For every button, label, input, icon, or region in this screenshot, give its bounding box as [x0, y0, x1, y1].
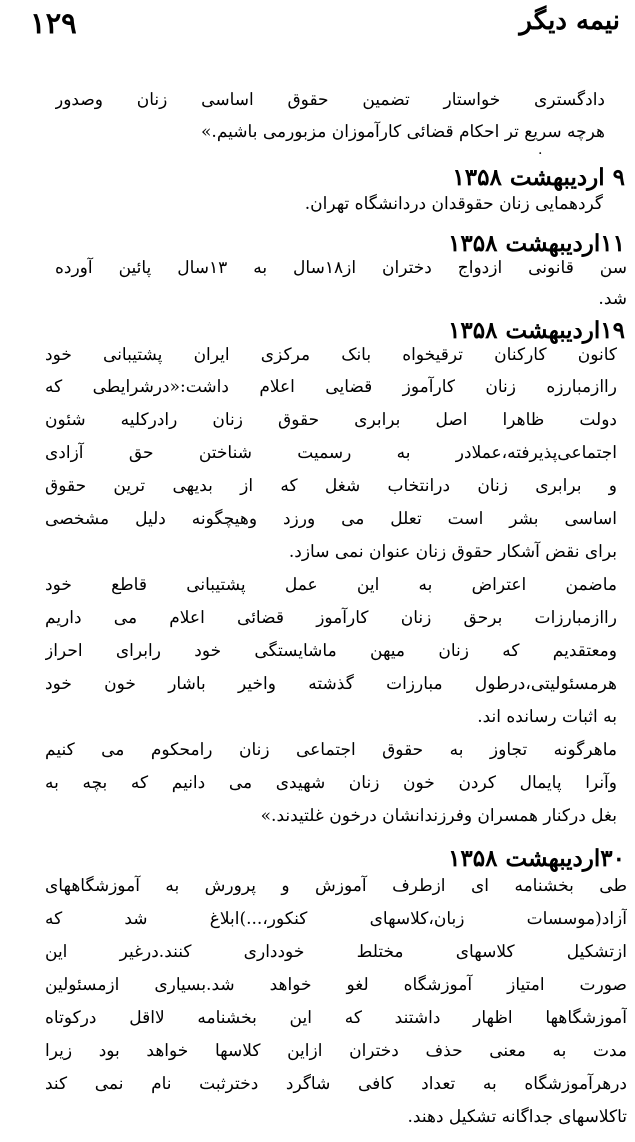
entry-line: و برابری زنان درانتخاب شغل که از بدیهی ترین حقوق [45, 476, 617, 496]
entry-line: شد. [598, 289, 627, 309]
entry-line: سن قانونی ازدواج دختران از۱۸سال به ۱۳سال پائین آورده [55, 258, 627, 278]
entry-line: برای نقض آشکار حقوق زنان عنوان نمی سازد. [288, 542, 617, 562]
entry-line: وآنرا پایمال کردن خون زنان شهیدی می دانیم که بچه به [45, 773, 617, 793]
entry-line: ماهرگونه تجاوز به حقوق اجتماعی زنان رامحکوم می کنیم [45, 740, 617, 760]
stray-mark: . [538, 142, 543, 158]
entry-line: ماضمن اعتراض به این عمل پشتیبانی قاطع خود [45, 575, 617, 595]
entry-line: بغل درکنار همسران وفرزندانشان درخون غلتیدند.» [260, 806, 617, 826]
entry-line: اساسی بشر است تعلل می ورزد وهیچگونه دلیل مشخصی [45, 509, 617, 529]
entry-line: کانون کارکنان ترقیخواه بانک مرکزی ایران پشتیبانی خود [45, 345, 617, 365]
entry-date: ۳۰اردیبهشت ۱۳۵۸ [448, 845, 625, 872]
entry-line: صورت امتیاز آموزشگاه لغو خواهد شد.بسیاری ازمسئولین [45, 975, 627, 995]
entry-line: آزاد(موسسات زبان،کلاسهای کنکور،...)ابلاغ شد که [45, 909, 627, 929]
entry-line: ازتشکیل کلاسهای مختلط خودداری کنند.درغیر این [45, 942, 627, 962]
entry-line: طی بخشنامه ای ازطرف آموزش و پرورش به آموزشگاههای [45, 876, 627, 896]
entry-line: آموزشگاهها اظهار داشتند که این بخشنامه لااقل درکوتاه [45, 1008, 627, 1028]
intro-line: هرچه سریع تر احکام قضائی کارآموزان مزبورمی باشیم.» [201, 122, 605, 142]
entry-line: اجتماعی‌پذیرفته،عملادر به رسمیت شناختن حق آزادی [45, 443, 617, 463]
entry-line: هرمسئولیتی،درطول مبارزات گذشته واخیر باشار خون خود [45, 674, 617, 694]
entry-line: درهرآموزشگاه به تعداد کافی شاگرد دخترثبت نام نمی کند [45, 1074, 627, 1094]
entry-date: ۱۱اردیبهشت ۱۳۵۸ [448, 230, 625, 257]
entry-line: دولت ظاهرا اصل برابری حقوق زنان رادرکلیه شئون [45, 410, 617, 430]
entry-line: مدت به معنی حذف دختران ازاین کلاسها خواهد بود زیرا [45, 1041, 627, 1061]
entry-line: به اثبات رسانده اند. [477, 707, 617, 727]
entry-date: ۹ اردیبهشت ۱۳۵۸ [452, 164, 625, 191]
entry-line: رااز‌مبارزه زنان کارآموز قضایی اعلام داشت:«درشرایطی که [45, 377, 617, 397]
chapter-title: نیمه دیگر [519, 6, 620, 36]
entry-line: گردهمایی زنان حقوقدان دردانشگاه تهران. [304, 194, 603, 214]
entry-line: تاکلاسهای جداگانه تشکیل دهند. [407, 1107, 627, 1127]
intro-line: دادگستری خواستار تضمین حقوق اساسی زنان وصدور [55, 90, 605, 110]
entry-line: ومعتقدیم که زنان میهن ماشایستگی خود رابرای احراز [45, 641, 617, 661]
entry-line: رااز‌مبارزات برحق زنان کارآموز قضائی اعلام می داریم [45, 608, 617, 628]
page-number: ۱۲۹ [30, 6, 77, 40]
entry-date: ۱۹اردیبهشت ۱۳۵۸ [448, 317, 625, 344]
